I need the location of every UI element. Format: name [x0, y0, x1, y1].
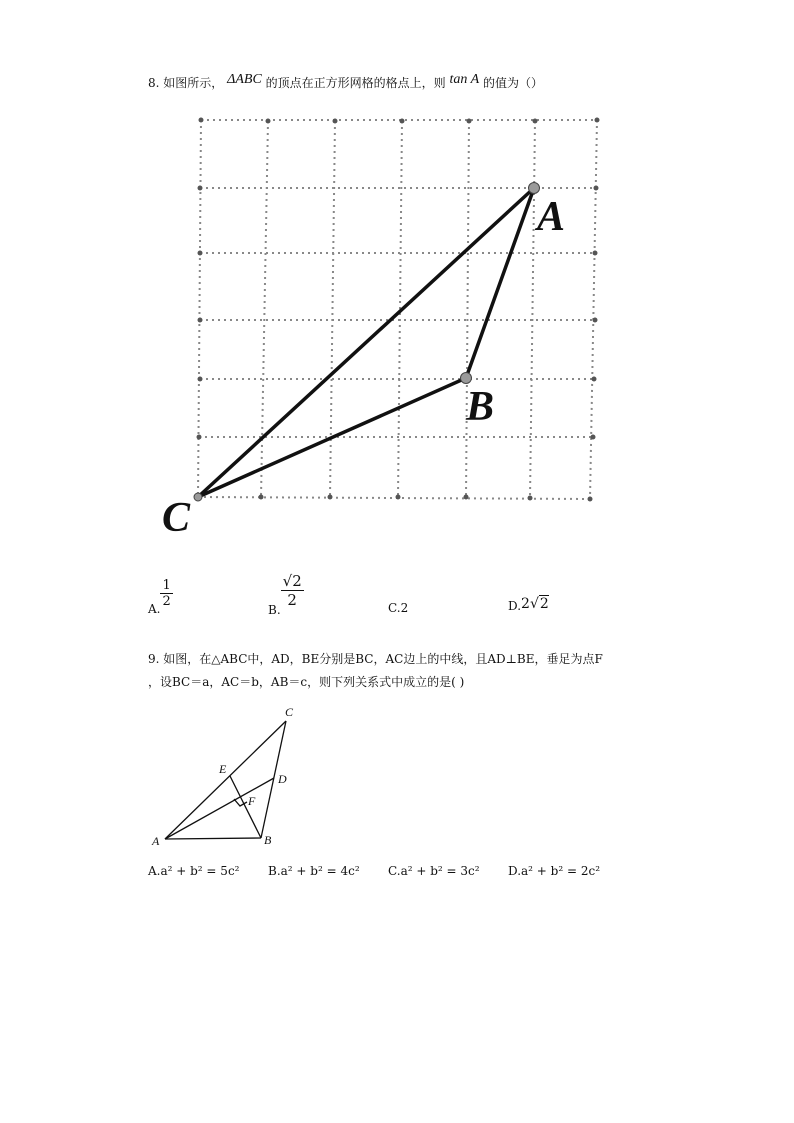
q8-triangle-sides	[198, 188, 534, 497]
q8-label-c: C	[162, 495, 191, 541]
q8-point-c	[194, 493, 202, 501]
q9-stem-line2: ，设BC＝a，AC＝b，AB＝c，则下列关系式中成立的是( )	[148, 675, 465, 689]
q9-label-e: E	[219, 762, 227, 776]
q8-label-a: A	[537, 194, 566, 240]
q8-option-a-num: 1	[162, 578, 171, 593]
q9-option-b[interactable]: B.a² + b² = 4c²	[268, 864, 360, 878]
q8-option-b-fraction	[281, 572, 304, 609]
q9-label-d: D	[278, 772, 287, 786]
q8-option-a-fraction	[160, 578, 172, 609]
q9-stem-line1: 9. 如图，在△ABC中，AD，BE分别是BC，AC边上的中线，且AD⊥BE，垂足为点F	[148, 652, 603, 666]
q8-number: 8.	[148, 76, 160, 90]
q8-text-before: 如图所示，	[163, 76, 224, 90]
q8-tan: tan A	[449, 72, 480, 87]
q8-triangle: ΔABC	[227, 72, 262, 87]
q8-option-d-coef: 2	[521, 596, 530, 612]
q8-option-d-prefix: D.	[508, 599, 522, 613]
q8-label-b: B	[466, 384, 495, 430]
q9-label-f: F	[248, 794, 256, 808]
q9-option-d[interactable]: D.a² + b² = 2c²	[508, 864, 600, 878]
q8-option-d-value: 2√2	[521, 596, 549, 612]
q9-option-c[interactable]: C.a² + b² = 3c²	[388, 864, 480, 878]
q8-grid-figure	[150, 105, 620, 545]
q9-triangle-figure	[145, 700, 305, 850]
q8-point-a	[529, 183, 540, 194]
q8-option-d-radical: 2	[539, 596, 549, 612]
q9-label-c: C	[285, 705, 294, 719]
q8-option-b-num: √2	[282, 572, 302, 590]
q9-figure-lines	[165, 721, 286, 839]
q8-text-middle: 的顶点在正方形网格的格点上，则	[265, 76, 446, 90]
q8-option-a[interactable]	[148, 578, 173, 616]
q9-label-b: B	[264, 833, 272, 847]
q8-option-a-den: 2	[162, 594, 171, 609]
q8-stem	[148, 72, 544, 91]
q9-label-a: A	[152, 834, 160, 848]
q8-text-after: 的值为（）	[483, 76, 544, 90]
q8-option-b-prefix: B.	[268, 603, 281, 617]
q9-option-a[interactable]: A.a² + b² = 5c²	[148, 864, 240, 878]
q8-option-a-prefix: A.	[148, 602, 161, 616]
q8-option-c[interactable]: C.2	[388, 601, 409, 615]
q8-option-d[interactable]	[508, 596, 549, 612]
q8-option-b[interactable]	[268, 572, 304, 617]
q8-point-b	[461, 373, 472, 384]
q8-option-b-den: 2	[281, 590, 304, 609]
